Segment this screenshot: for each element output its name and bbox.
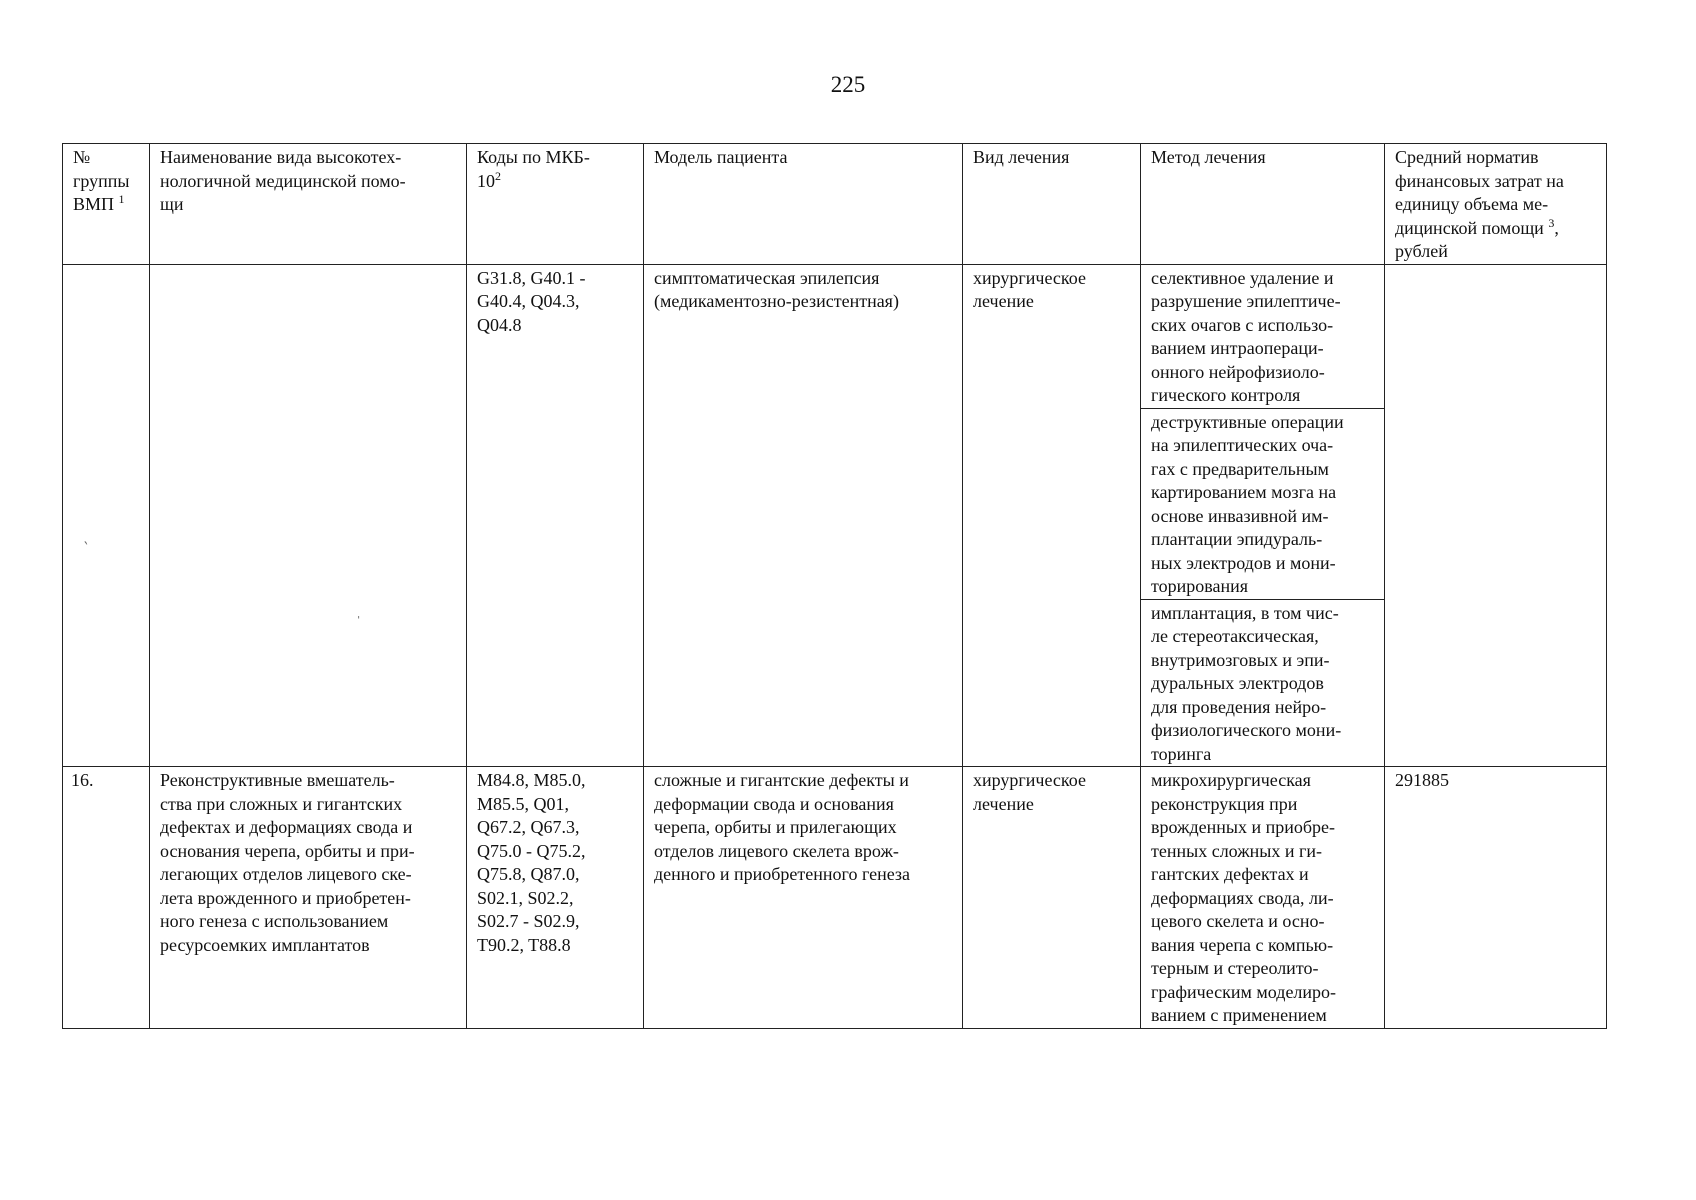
cell-group-number: 16. — [63, 767, 150, 1029]
cell-treatment-method: микрохирургическая реконструкция при врожденных и приобре- тенных сложных и ги- гантских дефектах и деформациях свода, ли- цевого скелета и осно- вания черепа с компью- терным и стереолито- графическим моделиро- ванием с применением — [1141, 767, 1385, 1029]
cell-cost — [1385, 264, 1607, 767]
header-treatment-method: Метод лечения — [1141, 144, 1385, 265]
cell-name: Реконструктивные вмешатель- ства при сложных и гигантских дефектах и деформациях свода и основания черепа, орбиты и при- легающих отделов лицевого ске- лета врожденного и приобретен- ного генеза с использованием ресурсоемких имплантатов — [150, 767, 467, 1029]
header-name: Наименование вида высокотех- нологичной медицинской помо- щи — [150, 144, 467, 265]
cell-patient-model: сложные и гигантские дефекты и деформации свода и основания черепа, орбиты и прилегающих отделов лицевого скелета врож- денного и приобретенного генеза — [644, 767, 963, 1029]
cell-treatment-type: хирургическое лечение — [963, 264, 1141, 767]
scan-artifact: ‵ — [84, 540, 88, 557]
page-number: 225 — [830, 72, 866, 97]
table-row — [63, 264, 1607, 408]
cell-cost: 291885 — [1385, 767, 1607, 1029]
cell-patient-model: симптоматическая эпилепсия (медикаментозно-резистентная) — [644, 264, 963, 767]
cell-name — [150, 264, 467, 767]
header-treatment-type: Вид лечения — [963, 144, 1141, 265]
cell-group-number — [63, 264, 150, 767]
table-row — [63, 767, 1607, 1029]
header-group-number: № группы ВМП $^1$ — [63, 144, 150, 265]
scan-artifact: ˈ — [356, 614, 362, 631]
header-cost: Средний норматив финансовых затрат на единицу объема ме- дицинской помощи $^3$, рублей — [1385, 144, 1607, 265]
cell-icd-codes: G31.8, G40.1 - G40.4, Q04.3, Q04.8 — [467, 264, 644, 767]
cell-icd-codes: M84.8, M85.0, M85.5, Q01, Q67.2, Q67.3, Q75.0 - Q75.2, Q75.8, Q87.0, S02.1, S02.2, S02.7 - S02.9, T90.2, T88.8 — [467, 767, 644, 1029]
vmp-table — [62, 143, 1607, 1029]
header-patient-model: Модель пациента — [644, 144, 963, 265]
cell-treatment-method: имплантация, в том чис- ле стереотаксическая, внутримозговых и эпи- дуральных электродов для проведения нейро- физиологического мони- торинга — [1141, 599, 1385, 767]
footnote-3: 3 — [1548, 215, 1555, 230]
cell-treatment-method: селективное удаление и разрушение эпилептиче- ских очагов с использо- ванием интраопераци- онного нейрофизиоло- гического контроля — [1141, 264, 1385, 408]
cell-treatment-type: хирургическое лечение — [963, 767, 1141, 1029]
footnote-2: 2 — [495, 168, 501, 183]
table-header-row — [63, 144, 1607, 265]
header-icd-codes: Коды по МКБ- $10^2$ — [467, 144, 644, 265]
footnote-1: 1 — [118, 192, 125, 206]
cell-treatment-method: деструктивные операции на эпилептических оча- гах с предварительным картированием мозга на основе инвазивной им- плантации эпидураль- ных электродов и мони- торирования — [1141, 408, 1385, 599]
